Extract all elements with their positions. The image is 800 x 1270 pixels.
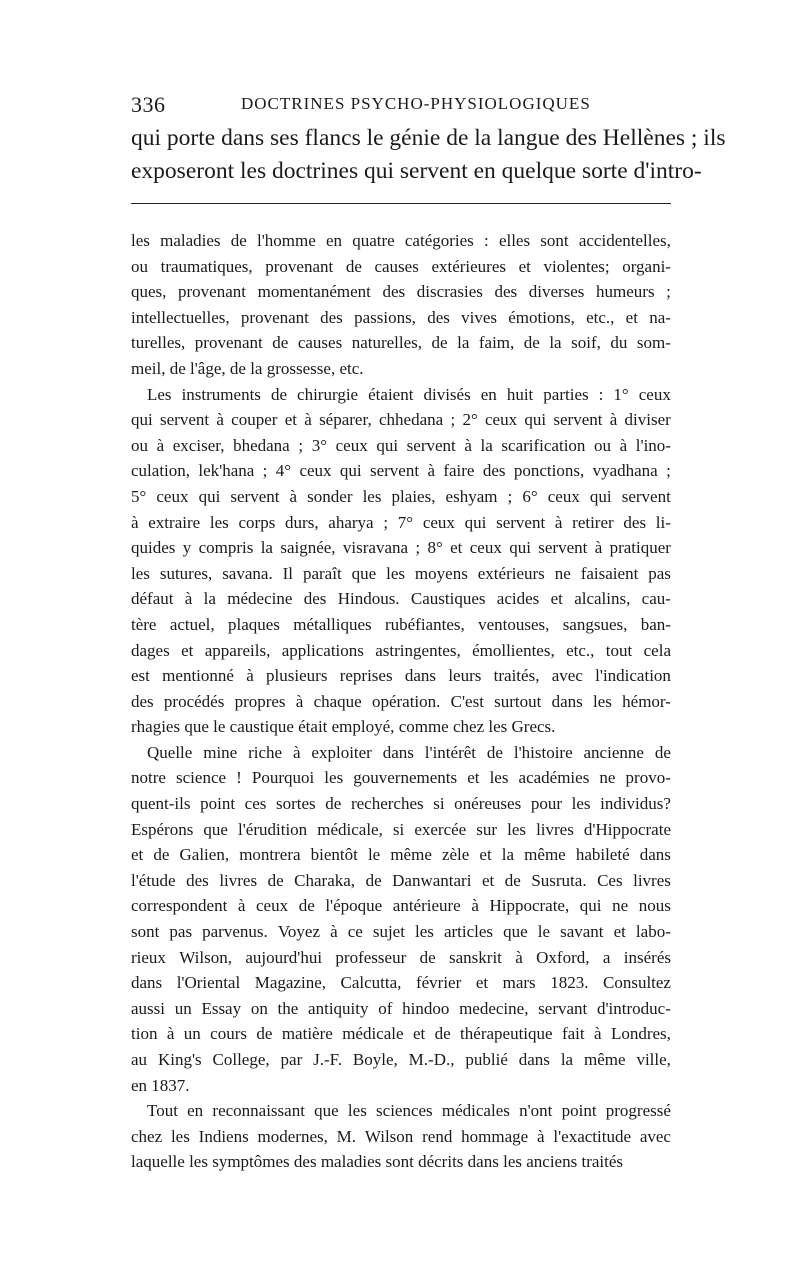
page-number: 336 bbox=[131, 92, 166, 117]
footnote-line: 5° ceux qui servent à sonder les plaies, eshyam ; 6° ceux qui servent bbox=[131, 486, 671, 506]
footnote-line: ques, provenant momentanément des discrasies des diverses humeurs ; bbox=[131, 282, 671, 302]
footnote-line: Quelle mine riche à exploiter dans l'intérêt de l'histoire ancienne de bbox=[147, 742, 671, 762]
footnote-line: des procédés propres à chaque opération. C'est surtout dans les hémor- bbox=[131, 691, 671, 711]
footnote-line: ou traumatiques, provenant de causes extérieures et violentes; organi- bbox=[131, 256, 671, 276]
footnote-separator-rule bbox=[131, 203, 671, 204]
footnote-line: est mentionné à plusieurs reprises dans leurs traités, avec l'indication bbox=[131, 666, 671, 686]
footnote-line: rhagies que le caustique était employé, comme chez les Grecs. bbox=[131, 717, 556, 737]
main-text-line: qui porte dans ses flancs le génie de la langue des Hellènes ; ils bbox=[131, 125, 726, 151]
footnote-line: tère actuel, plaques métalliques rubéfiantes, ventouses, sangsues, ban- bbox=[131, 614, 671, 634]
footnote-line: et de Galien, montrera bientôt le même zèle et la même habileté dans bbox=[131, 845, 671, 865]
footnote-line: Espérons que l'érudition médicale, si exercée sur les livres d'Hippocrate bbox=[131, 819, 671, 839]
running-title: DOCTRINES PSYCHO-PHYSIOLOGIQUES bbox=[241, 94, 591, 113]
main-text-paragraph bbox=[131, 122, 726, 188]
footnote-line: culation, lek'hana ; 4° ceux qui servent à faire des ponctions, vyadhana ; bbox=[131, 461, 671, 481]
footnote-line: rieux Wilson, aujourd'hui professeur de sanskrit à Oxford, a insérés bbox=[131, 947, 671, 967]
footnote-line: aussi un Essay on the antiquity of hindoo medecine, servant d'introduc- bbox=[131, 998, 671, 1018]
footnote-line: l'étude des livres de Charaka, de Danwantari et de Susruta. Ces livres bbox=[131, 870, 671, 890]
footnote-block bbox=[131, 228, 671, 1175]
footnote-line: défaut à la médecine des Hindous. Caustiques acides et alcalins, cau- bbox=[131, 589, 671, 609]
footnote-line: intellectuelles, provenant des passions, des vives émotions, etc., et na- bbox=[131, 307, 671, 327]
footnote-line: au King's College, par J.-F. Boyle, M.-D., publié dans la même ville, bbox=[131, 1050, 671, 1069]
footnote-line: dages et appareils, applications astringentes, émollientes, etc., tout cela bbox=[131, 640, 671, 660]
footnote-line: en 1837. bbox=[131, 1075, 190, 1095]
main-text-line: exposeront les doctrines qui servent en quelque sorte d'intro- bbox=[131, 158, 702, 184]
footnote-line: ou à exciser, bhedana ; 3° ceux qui servent à la scarification ou à l'ino- bbox=[131, 435, 671, 455]
footnote-line: correspondent à ceux de l'époque antérieure à Hippocrate, qui ne nous bbox=[131, 896, 671, 916]
footnote-line: qui servent à couper et à séparer, chhedana ; 2° ceux qui servent à diviser bbox=[131, 410, 671, 430]
footnote-line: les maladies de l'homme en quatre catégories : elles sont accidentelles, bbox=[131, 231, 671, 250]
footnote-line: dans l'Oriental Magazine, Calcutta, février et mars 1823. Consultez bbox=[131, 973, 671, 993]
footnote-line: sont pas parvenus. Voyez à ce sujet les articles que le savant et labo- bbox=[131, 922, 671, 942]
footnote-line: turelles, provenant de causes naturelles, de la faim, de la soif, du som- bbox=[131, 333, 671, 353]
footnote-line: quides y compris la saignée, visravana ; 8° et ceux qui servent à pratiquer bbox=[131, 538, 671, 558]
footnote-line: à extraire les corps durs, aharya ; 7° ceux qui servent à retirer des li- bbox=[131, 512, 671, 532]
footnote-line: notre science ! Pourquoi les gouvernements et les académies ne provo- bbox=[131, 768, 671, 788]
footnote-line: les sutures, savana. Il paraît que les moyens extérieurs ne faisaient pas bbox=[131, 563, 671, 583]
footnote-line: chez les Indiens modernes, M. Wilson rend hommage à l'exactitude avec bbox=[131, 1126, 671, 1146]
footnote-line: Les instruments de chirurgie étaient divisés en huit parties : 1° ceux bbox=[147, 384, 671, 404]
footnote-line: tion à un cours de matière médicale et de thérapeutique fait à Londres, bbox=[131, 1024, 671, 1044]
footnote-line: Tout en reconnaissant que les sciences médicales n'ont point progressé bbox=[147, 1101, 671, 1121]
footnote-line: laquelle les symptômes des maladies sont décrits dans les anciens traités bbox=[131, 1152, 624, 1172]
footnote-line: meil, de l'âge, de la grossesse, etc. bbox=[131, 358, 364, 378]
page-header bbox=[131, 92, 671, 120]
footnote-line: quent-ils point ces sortes de recherches si onéreuses pour les individus? bbox=[131, 794, 671, 814]
